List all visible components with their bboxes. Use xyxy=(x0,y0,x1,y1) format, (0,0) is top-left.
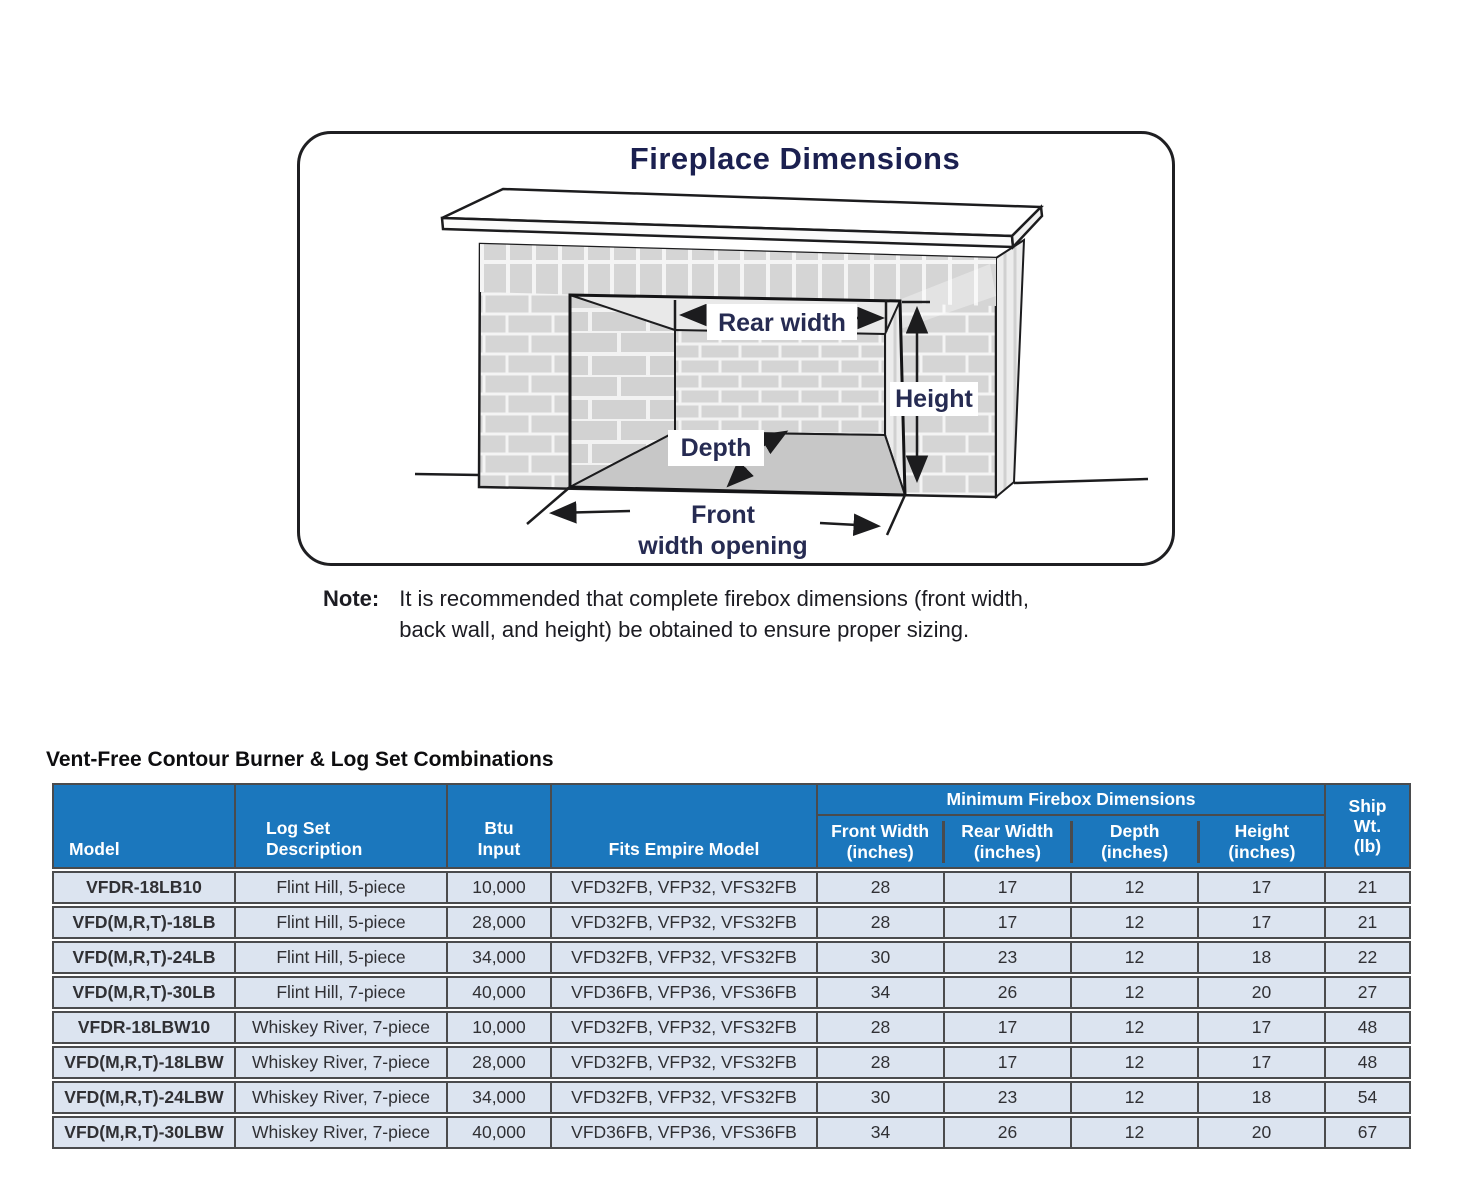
cell-log-set-description: Whiskey River, 7-piece xyxy=(235,1081,447,1114)
cell-depth: 12 xyxy=(1071,906,1198,939)
cell-log-set-description: Flint Hill, 5-piece xyxy=(235,871,447,904)
cell-fits-empire-model: VFD32FB, VFP32, VFS32FB xyxy=(551,906,817,939)
cell-model: VFD(M,R,T)-18LB xyxy=(52,906,235,939)
cell-rear-width: 23 xyxy=(944,1081,1071,1114)
cell-height: 20 xyxy=(1198,1116,1325,1149)
cell-rear-width: 17 xyxy=(944,906,1071,939)
cell-rear-width: 17 xyxy=(944,871,1071,904)
cell-ship-weight: 48 xyxy=(1325,1011,1411,1044)
col-header-height: Height (inches) xyxy=(1197,821,1324,863)
cell-depth: 12 xyxy=(1071,976,1198,1009)
note-line-2: back wall, and height) be obtained to ensure proper sizing. xyxy=(399,617,970,642)
diagram-title: Fireplace Dimensions xyxy=(629,141,961,176)
cell-model: VFD(M,R,T)-18LBW xyxy=(52,1046,235,1079)
cell-front-width: 28 xyxy=(817,906,944,939)
cell-btu-input: 10,000 xyxy=(447,871,551,904)
col-header-depth: Depth (inches) xyxy=(1070,821,1197,863)
cell-depth: 12 xyxy=(1071,941,1198,974)
table-row xyxy=(52,1046,1411,1079)
cell-height: 17 xyxy=(1198,906,1325,939)
rear-width-label: Rear width xyxy=(718,309,846,337)
front-width-label-line2: width opening xyxy=(638,532,808,560)
combinations-table xyxy=(52,781,1411,1151)
cell-front-width: 28 xyxy=(817,1011,944,1044)
cell-model: VFD(M,R,T)-30LB xyxy=(52,976,235,1009)
front-width-label-line1: Front xyxy=(691,501,755,529)
col-header-ship-weight: Ship Wt. (lb) xyxy=(1325,783,1411,869)
cell-btu-input: 40,000 xyxy=(447,1116,551,1149)
cell-depth: 12 xyxy=(1071,1081,1198,1114)
cell-height: 17 xyxy=(1198,871,1325,904)
cell-rear-width: 26 xyxy=(944,1116,1071,1149)
cell-fits-empire-model: VFD32FB, VFP32, VFS32FB xyxy=(551,871,817,904)
cell-depth: 12 xyxy=(1071,1011,1198,1044)
table-row xyxy=(52,871,1411,904)
cell-front-width: 28 xyxy=(817,871,944,904)
cell-fits-empire-model: VFD36FB, VFP36, VFS36FB xyxy=(551,976,817,1009)
cell-log-set-description: Whiskey River, 7-piece xyxy=(235,1046,447,1079)
table-row xyxy=(52,1011,1411,1044)
table-row xyxy=(52,1081,1411,1114)
cell-rear-width: 17 xyxy=(944,1011,1071,1044)
cell-rear-width: 17 xyxy=(944,1046,1071,1079)
cell-btu-input: 40,000 xyxy=(447,976,551,1009)
cell-fits-empire-model: VFD32FB, VFP32, VFS32FB xyxy=(551,941,817,974)
cell-front-width: 34 xyxy=(817,976,944,1009)
cell-log-set-description: Flint Hill, 5-piece xyxy=(235,906,447,939)
cell-ship-weight: 21 xyxy=(1325,871,1411,904)
cell-front-width: 30 xyxy=(817,1081,944,1114)
cell-log-set-description: Whiskey River, 7-piece xyxy=(235,1011,447,1044)
cell-btu-input: 28,000 xyxy=(447,906,551,939)
cell-depth: 12 xyxy=(1071,1116,1198,1149)
cell-height: 17 xyxy=(1198,1011,1325,1044)
cell-ship-weight: 54 xyxy=(1325,1081,1411,1114)
table-row xyxy=(52,941,1411,974)
cell-fits-empire-model: VFD36FB, VFP36, VFS36FB xyxy=(551,1116,817,1149)
group-header-minimum-firebox-dimensions: Minimum Firebox Dimensions Front Width (inches) Rear Width (inches) Depth (inches) Height (inches) xyxy=(817,783,1325,869)
cell-model: VFD(M,R,T)-24LBW xyxy=(52,1081,235,1114)
col-header-fits-empire-model: Fits Empire Model xyxy=(551,783,817,869)
cell-fits-empire-model: VFD32FB, VFP32, VFS32FB xyxy=(551,1046,817,1079)
cell-height: 17 xyxy=(1198,1046,1325,1079)
cell-ship-weight: 27 xyxy=(1325,976,1411,1009)
note xyxy=(323,583,1243,645)
cell-model: VFD(M,R,T)-30LBW xyxy=(52,1116,235,1149)
cell-btu-input: 34,000 xyxy=(447,941,551,974)
note-line-1: It is recommended that complete firebox dimensions (front width, xyxy=(399,586,1029,611)
cell-height: 18 xyxy=(1198,1081,1325,1114)
cell-height: 20 xyxy=(1198,976,1325,1009)
cell-model: VFDR-18LBW10 xyxy=(52,1011,235,1044)
cell-fits-empire-model: VFD32FB, VFP32, VFS32FB xyxy=(551,1011,817,1044)
cell-log-set-description: Whiskey River, 7-piece xyxy=(235,1116,447,1149)
cell-height: 18 xyxy=(1198,941,1325,974)
cell-rear-width: 26 xyxy=(944,976,1071,1009)
cell-ship-weight: 67 xyxy=(1325,1116,1411,1149)
cell-log-set-description: Flint Hill, 7-piece xyxy=(235,976,447,1009)
cell-rear-width: 23 xyxy=(944,941,1071,974)
cell-ship-weight: 22 xyxy=(1325,941,1411,974)
fireplace-illustration xyxy=(300,134,1172,563)
cell-front-width: 30 xyxy=(817,941,944,974)
table-title: Vent-Free Contour Burner & Log Set Combinations xyxy=(46,748,554,771)
col-header-model: Model xyxy=(52,783,235,869)
table-row xyxy=(52,1116,1411,1149)
cell-depth: 12 xyxy=(1071,871,1198,904)
cell-front-width: 28 xyxy=(817,1046,944,1079)
fireplace-diagram-panel xyxy=(297,131,1175,566)
cell-btu-input: 28,000 xyxy=(447,1046,551,1079)
cell-depth: 12 xyxy=(1071,1046,1198,1079)
cell-model: VFDR-18LB10 xyxy=(52,871,235,904)
cell-fits-empire-model: VFD32FB, VFP32, VFS32FB xyxy=(551,1081,817,1114)
cell-btu-input: 10,000 xyxy=(447,1011,551,1044)
cell-model: VFD(M,R,T)-24LB xyxy=(52,941,235,974)
height-label: Height xyxy=(895,385,973,413)
note-text xyxy=(399,583,1029,645)
table-row xyxy=(52,906,1411,939)
cell-ship-weight: 21 xyxy=(1325,906,1411,939)
col-header-log-set-description: Log Set Description xyxy=(235,783,447,869)
table-row xyxy=(52,976,1411,1009)
depth-label: Depth xyxy=(680,434,752,462)
col-header-btu-input: Btu Input xyxy=(447,783,551,869)
cell-ship-weight: 48 xyxy=(1325,1046,1411,1079)
col-header-front-width: Front Width (inches) xyxy=(831,820,930,862)
cell-front-width: 34 xyxy=(817,1116,944,1149)
cell-log-set-description: Flint Hill, 5-piece xyxy=(235,941,447,974)
cell-btu-input: 34,000 xyxy=(447,1081,551,1114)
col-header-rear-width: Rear Width (inches) xyxy=(942,821,1069,863)
note-label: Note: xyxy=(323,586,380,611)
